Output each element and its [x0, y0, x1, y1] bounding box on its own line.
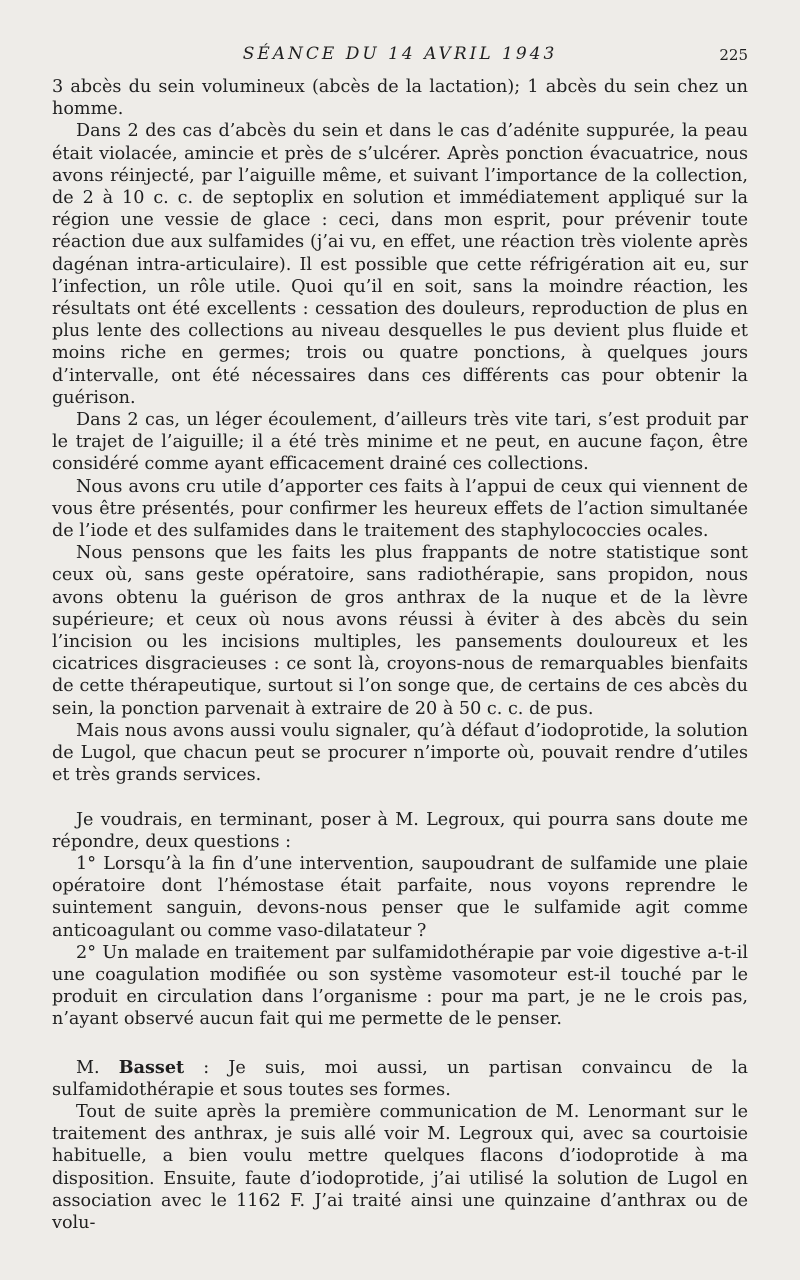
speaker-prefix: M.	[76, 1057, 119, 1078]
paragraph-continuation: 3 abcès du sein volumineux (abcès de la lactation); 1 abcès du sein chez un homme.	[52, 77, 748, 120]
speaker-name: Basset	[118, 1056, 185, 1078]
paragraph: Tout de suite après la première communication de M. Lenormant sur le traitement des anthrax, je suis allé voir M. Legroux qui, avec sa courtoisie habituelle, a bien voulu mettre quelques flacons d’iodoprotide à ma disposition. Ensuite, faute d’iodoprotide, j’ai utilisé la solution de Lugol en association avec le 1162 F. J’ai traité ainsi une quinzaine d’anthrax ou de volu-	[52, 1101, 748, 1233]
paragraph: Nous avons cru utile d’apporter ces faits à l’appui de ceux qui viennent de vous être présentés, pour confirmer les heureux effets de l’action simultanée de l’iode et des sulfamides dans le traitement des staphylococcies ocales.	[52, 476, 748, 542]
paragraph: Nous pensons que les faits les plus frappants de notre statistique sont ceux où, sans geste opératoire, sans radiothérapie, sans propidon, nous avons obtenu la guérison de gros anthrax de la nuque et de la lèvre supérieure; et ceux où nous avons réussi à éviter à des abcès du sein l’incision ou les incisions multiples, les pansements douloureux et les cicatrices disgracieuses : ce sont là, croyons-nous de remarquables bienfaits de cette thérapeutique, surtout si l’on songe que, de certains de ces abcès du sein, la ponction parvenait à extraire de 20 à 50 c. c. de pus.	[52, 543, 748, 719]
paragraph: Mais nous avons aussi voulu signaler, qu’à défaut d’iodoprotide, la solution de Lugol, que chacun peut se procurer n’importe où, pouvait rendre d’utiles et très grands services.	[52, 720, 748, 786]
body-text	[52, 76, 748, 1234]
page-number: 225	[719, 46, 748, 64]
question-1: 1° Lorsqu’à la fin d’une intervention, saupoudrant de sulfamide une plaie opératoire dont l’hémostase était parfaite, nous voyons reprendre le suintement sanguin, devons-nous penser que le sulfamide agit comme anticoagulant ou comme vaso-dilatateur ?	[52, 853, 748, 941]
paragraph: Je voudrais, en terminant, poser à M. Legroux, qui pourra sans doute me répondre, deux questions :	[52, 809, 748, 852]
speaker-paragraph	[52, 1057, 748, 1101]
question-2: 2° Un malade en traitement par sulfamidothérapie par voie digestive a-t-il une coagulation modifiée ou son système vasomoteur est-il touché par le produit en circulation dans l’organisme : pour ma part, je ne le crois pas, n’ayant observé aucun fait qui me permette de le penser.	[52, 942, 748, 1030]
paragraph: Dans 2 cas, un léger écoulement, d’ailleurs très vite tari, s’est produit par le trajet de l’aiguille; il a été très minime et ne peut, en aucune façon, être considéré comme ayant efficacement drainé ces collections.	[52, 410, 748, 475]
page-header	[52, 40, 748, 72]
running-head: SÉANCE DU 14 AVRIL 1943	[242, 44, 558, 64]
speaker-text: : Je suis, moi aussi, un partisan convaincu de la sulfamidothérapie et sous toutes ses formes.	[52, 1057, 749, 1100]
paragraph: Dans 2 des cas d’abcès du sein et dans le cas d’adénite suppurée, la peau était violacée, amincie et près de s’ulcérer. Après ponction évacuatrice, nous avons réinjecté, par l’aiguille même, et suivant l’importance de la collection, de 2 à 10 c. c. de septoplix en solution et immédiatement appliqué sur la région une vessie de glace : ceci, dans mon esprit, pour prévenir toute réaction due aux sulfamides (j’ai vu, en effet, une réaction très violente après dagénan intra-articulaire). Il est possible que cette réfrigération ait eu, sur l’infection, un rôle utile. Quoi qu’il en soit, sans la moindre réaction, les résultats ont été excellents : cessation des douleurs, reproduction de plus en plus lente des collections au niveau desquelles le pus devient plus fluide et moins riche en germes; trois ou quatre ponctions, à quelques jours d’intervalle, ont été nécessaires dans ces différents cas pour obtenir la guérison.	[52, 121, 748, 408]
